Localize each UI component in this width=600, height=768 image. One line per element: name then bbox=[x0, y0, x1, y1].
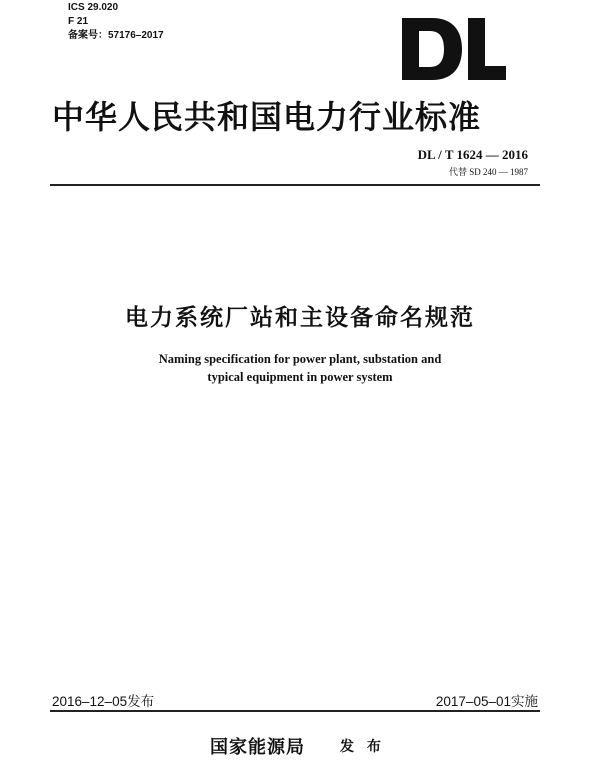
publish-label: 发 布 bbox=[340, 739, 385, 755]
ics-code: ICS 29.020 bbox=[68, 2, 119, 13]
issue-date: 2016–12–05发布 bbox=[52, 694, 155, 709]
record-number: 备案号：57176–2017 bbox=[68, 30, 164, 41]
document-title-en-line1: Naming specification for power plant, substation and bbox=[158, 352, 442, 366]
header-divider bbox=[50, 184, 540, 186]
org-title: 中华人民共和国电力行业标准 bbox=[52, 98, 482, 136]
publisher: 国家能源局 bbox=[210, 737, 305, 758]
document-title-cn: 电力系统厂站和主设备命名规范 bbox=[125, 305, 475, 331]
footer-divider bbox=[50, 710, 540, 712]
document-title-en-line2: typical equipment in power system bbox=[207, 370, 393, 384]
standard-code: DL / T 1624 — 2016 bbox=[417, 147, 528, 162]
implement-date: 2017–05–01实施 bbox=[435, 694, 538, 709]
dl-logo bbox=[402, 18, 506, 80]
classification-code: F 21 bbox=[68, 16, 89, 27]
replaces-standard: 代替 SD 240 — 1987 bbox=[448, 167, 528, 177]
